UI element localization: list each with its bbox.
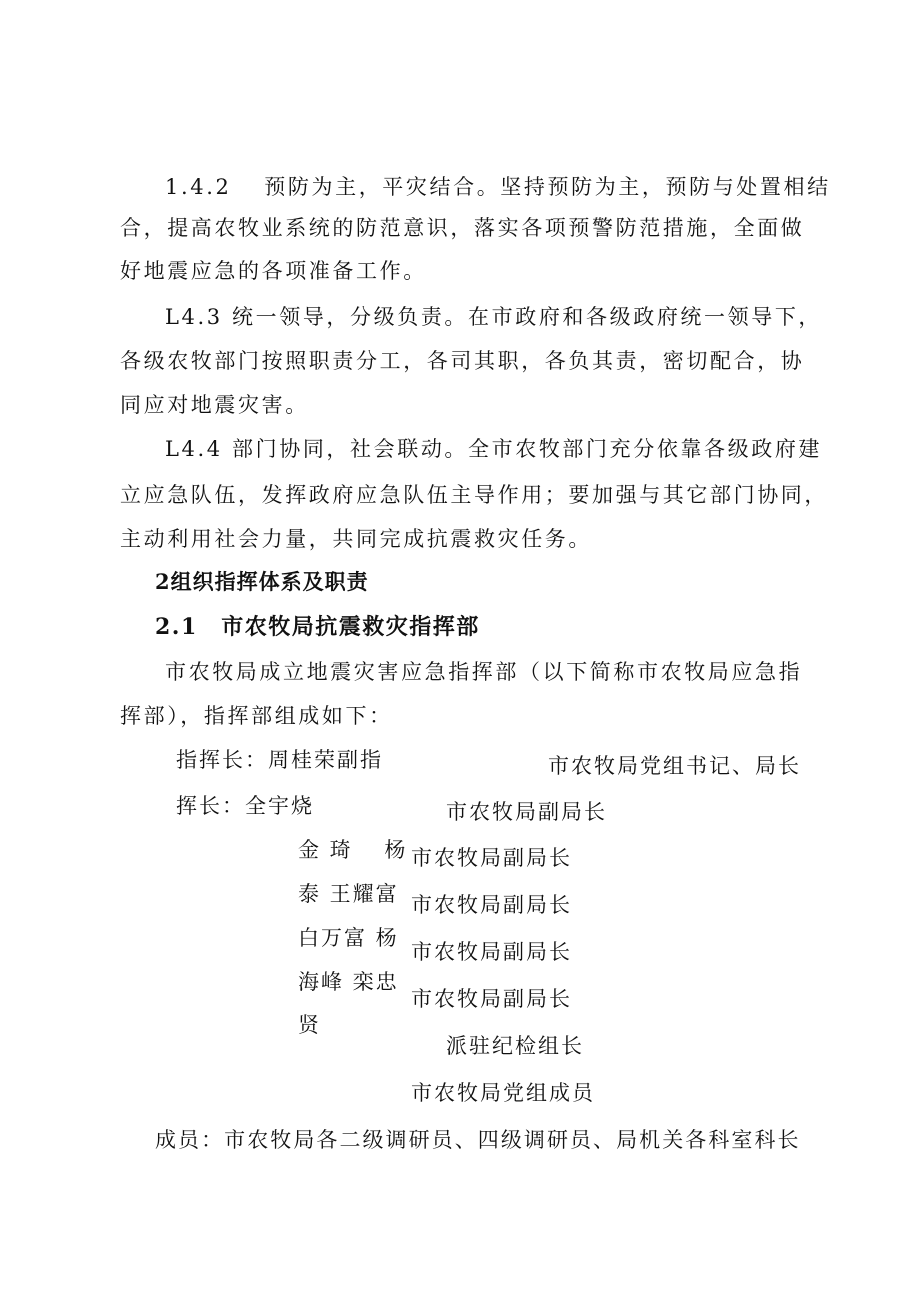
paragraph-line: 好地震应急的各项准备工作。 — [120, 259, 427, 283]
member-names-line: 金 琦 杨 — [298, 838, 408, 862]
member-title: 市农牧局党组书记、局长 — [548, 754, 801, 778]
paragraph-line: L4.4 部门协同，社会联动。全市农牧部门充分依靠各级政府建 — [165, 437, 823, 461]
paragraph-line: 各级农牧部门按照职责分工，各司其职，各负其责，密切配合，协 — [120, 349, 805, 373]
member-names-line: 白万富 杨 — [298, 926, 399, 950]
commander-line: 挥长：全宇烧 — [176, 794, 314, 818]
paragraph-line: 合，提高农牧业系统的防范意识，落实各项预警防范措施，全面做 — [120, 216, 805, 240]
member-title: 市农牧局副局长 — [411, 846, 572, 870]
paragraph-line: 立应急队伍，发挥政府应急队伍主导作用；要加强与其它部门协同， — [120, 483, 828, 507]
member-title: 市农牧局副局长 — [411, 940, 572, 964]
commander-line: 指挥长：周桂荣副指 — [176, 748, 383, 772]
paragraph-line: L4.3 统一领导，分级负责。在市政府和各级政府统一领导下， — [165, 305, 823, 329]
intro-line: 挥部），指挥部组成如下： — [120, 704, 393, 728]
paragraph-line: 同应对地震灾害。 — [120, 393, 309, 417]
intro-line: 市农牧局成立地震灾害应急指挥部（以下简称市农牧局应急指 — [165, 660, 803, 684]
paragraph-line: 1.4.2 预防为主，平灾结合。坚持预防为主，预防与处置相结 — [165, 175, 831, 199]
member-title: 市农牧局副局长 — [411, 987, 572, 1011]
member-names-line: 泰 王耀富 — [298, 882, 399, 906]
member-title: 市农牧局副局长 — [411, 893, 572, 917]
section-heading: 2组织指挥体系及职责 — [155, 569, 369, 594]
member-title: 派驻纪检组长 — [446, 1034, 584, 1058]
member-names-line: 贤 — [298, 1013, 321, 1037]
member-title: 市农牧局党组成员 — [411, 1081, 595, 1105]
paragraph-line: 主动利用社会力量，共同完成抗震救灾任务。 — [120, 527, 592, 551]
member-title: 市农牧局副局长 — [446, 800, 607, 824]
member-names-line: 海峰 栾忠 — [298, 970, 399, 994]
members-line: 成员：市农牧局各二级调研员、四级调研员、局机关各科室科长 — [155, 1128, 800, 1152]
subsection-heading: 2.1 市农牧局抗震救灾指挥部 — [155, 614, 480, 640]
